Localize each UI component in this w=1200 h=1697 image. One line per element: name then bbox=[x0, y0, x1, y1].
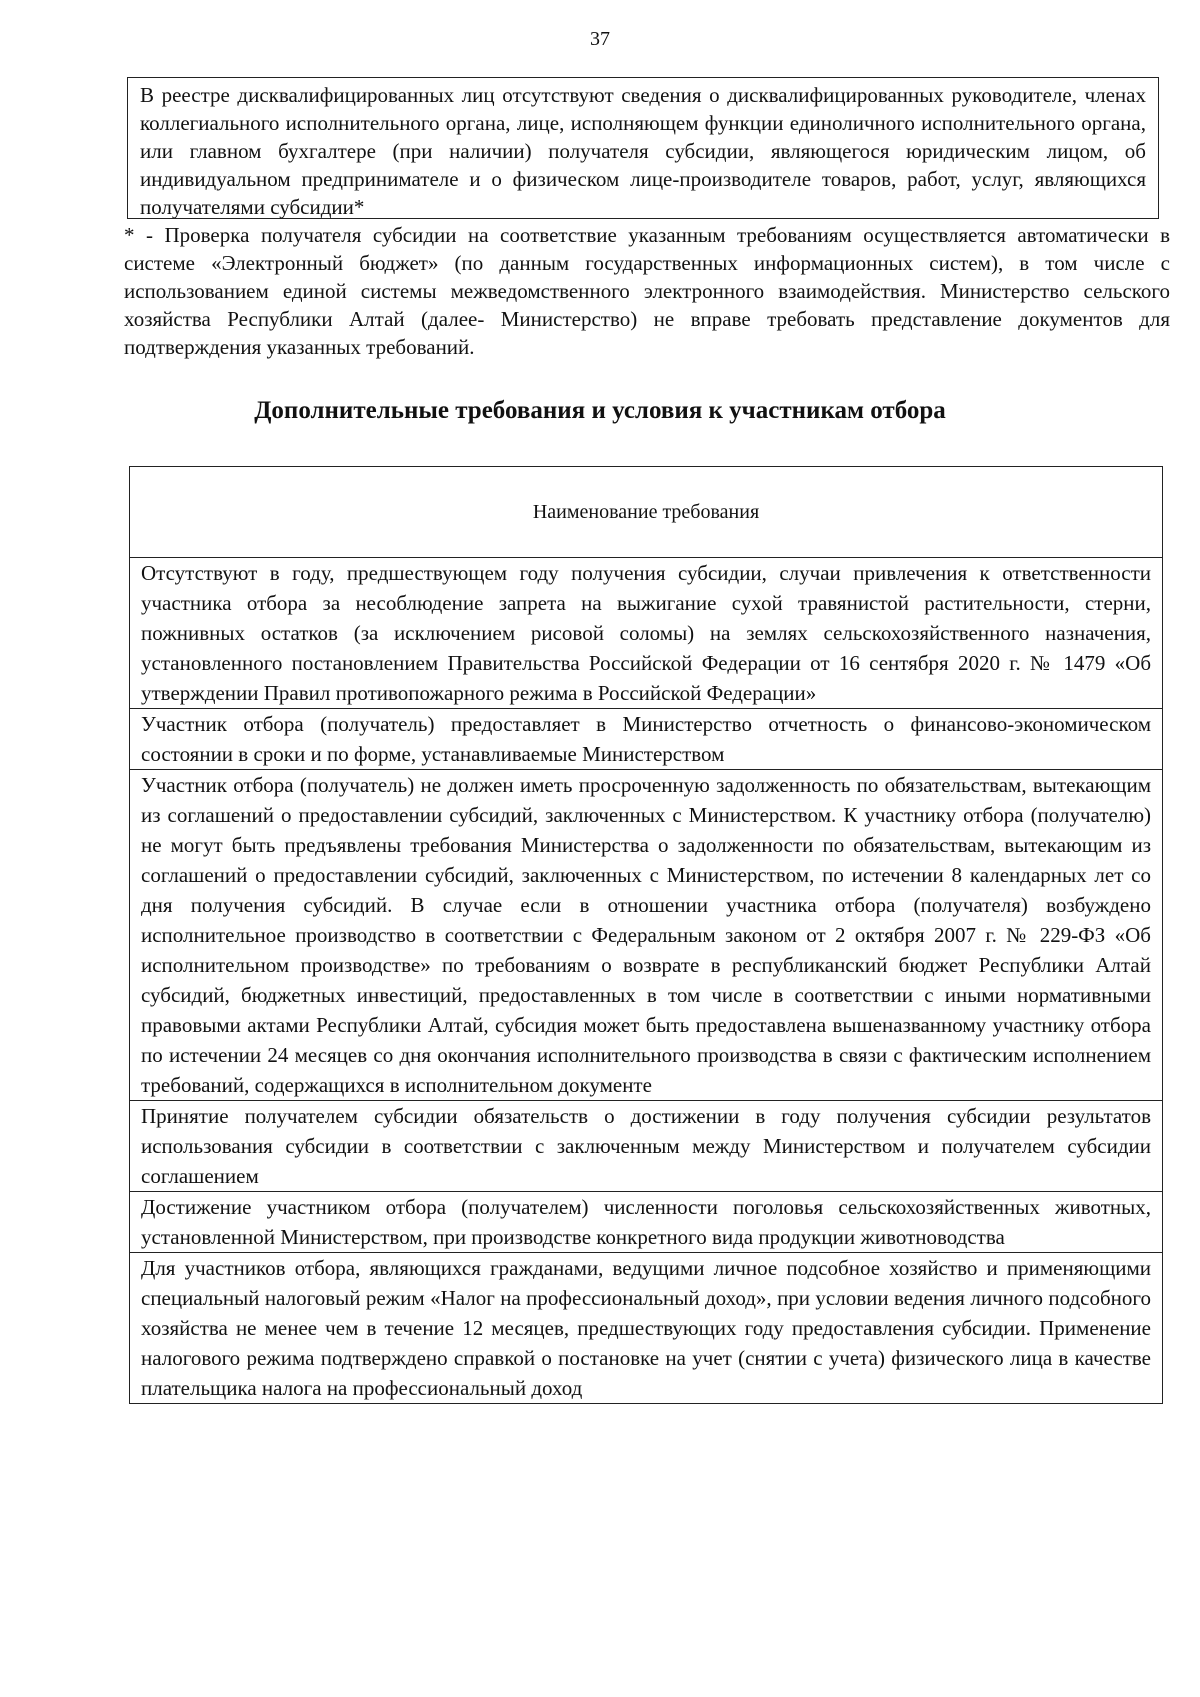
requirements-table bbox=[129, 466, 1163, 1404]
table-header-row bbox=[130, 467, 1163, 558]
requirement-cell-overdue-debt: Участник отбора (получатель) не должен иметь просроченную задолженность по обязательствам, вытекающим из соглашений о предоставлении субсидий, заключенных с Министерством. К участнику отбора (получателю) не могут быть предъявлены требования Министерства о задолженности по обязательствам, вытекающим из соглашений о предоставлении субсидий, заключенных с Министерством, по истечении 8 календарных лет со дня получения субсидий. В случае если в отношении участника отбора (получателя) возбуждено исполнительное производство в соответствии с Федеральным законом от 2 октября 2007 г. № 229-ФЗ «Об исполнительном производстве» по требованиям о возврате в республиканский бюджет Республики Алтай субсидий, бюджетных инвестиций, предоставленных в том числе в соответствии с иными нормативными правовыми актами Республики Алтай, субсидия может быть предоставлена вышеназванному участнику отбора по истечении 24 месяцев со дня окончания исполнительного производства в связи с фактическим исполнением требований, содержащихся в исполнительном документе bbox=[130, 770, 1163, 1101]
requirement-cell-self-employed: Для участников отбора, являющихся гражданами, ведущими личное подсобное хозяйство и применяющими специальный налоговый режим «Налог на профессиональный доход», при условии ведения личного подсобного хозяйства не менее чем в течение 12 месяцев, предшествующих году предоставления субсидии. Применение налогового режима подтверждено справкой о постановке на учет (снятии с учета) физического лица в качестве плательщика налога на профессиональный доход bbox=[130, 1253, 1163, 1404]
table-row bbox=[130, 770, 1163, 1101]
page-number: 37 bbox=[590, 28, 610, 50]
requirement-cell-results-obligation: Принятие получателем субсидии обязательств о достижении в году получения субсидии результатов использования субсидии в соответствии с заключенным между Министерством и получателем субсидии соглашением bbox=[130, 1101, 1163, 1192]
requirement-cell-livestock-count: Достижение участником отбора (получателем) численности поголовья сельскохозяйственных животных, установленной Министерством, при производстве конкретного вида продукции животноводства bbox=[130, 1192, 1163, 1253]
table-header-cell: Наименование требования bbox=[130, 467, 1163, 558]
table-row bbox=[130, 1101, 1163, 1192]
disqualified-persons-requirement-box: В реестре дисквалифицированных лиц отсутствуют сведения о дисквалифицированных руководителе, членах коллегиального исполнительного органа, лице, исполняющем функции единоличного исполнительного органа, или главном бухгалтере (при наличии) получателя субсидии, являющегося юридическим лицом, об индивидуальном предпринимателе и о физическом лице-производителе товаров, работ, услуг, являющихся получателями субсидии* bbox=[127, 77, 1159, 219]
footnote: * - Проверка получателя субсидии на соответствие указанным требованиям осуществляется автоматически в системе «Электронный бюджет» (по данным государственных информационных систем), в том числе с использованием единой системы межведомственного электронного взаимодействия. Министерство сельского хозяйства Республики Алтай (далее- Министерство) не вправе требовать представление документов для подтверждения указанных требований. bbox=[124, 223, 1170, 359]
table-row bbox=[130, 558, 1163, 709]
table-row bbox=[130, 709, 1163, 770]
table-row bbox=[130, 1192, 1163, 1253]
section-title: Дополнительные требования и условия к участникам отбора bbox=[254, 397, 946, 424]
requirement-cell-financial-reporting: Участник отбора (получатель) предоставляет в Министерство отчетность о финансово-экономическом состоянии в сроки и по форме, устанавливаемые Министерством bbox=[130, 709, 1163, 770]
requirement-cell-fire-ban: Отсутствуют в году, предшествующем году получения субсидии, случаи привлечения к ответственности участника отбора за несоблюдение запрета на выжигание сухой травянистой растительности, стерни, пожнивных остатков (за исключением рисовой соломы) на землях сельскохозяйственного назначения, установленного постановлением Правительства Российской Федерации от 16 сентября 2020 г. № 1479 «Об утверждении Правил противопожарного режима в Российской Федерации» bbox=[130, 558, 1163, 709]
table-row bbox=[130, 1253, 1163, 1404]
